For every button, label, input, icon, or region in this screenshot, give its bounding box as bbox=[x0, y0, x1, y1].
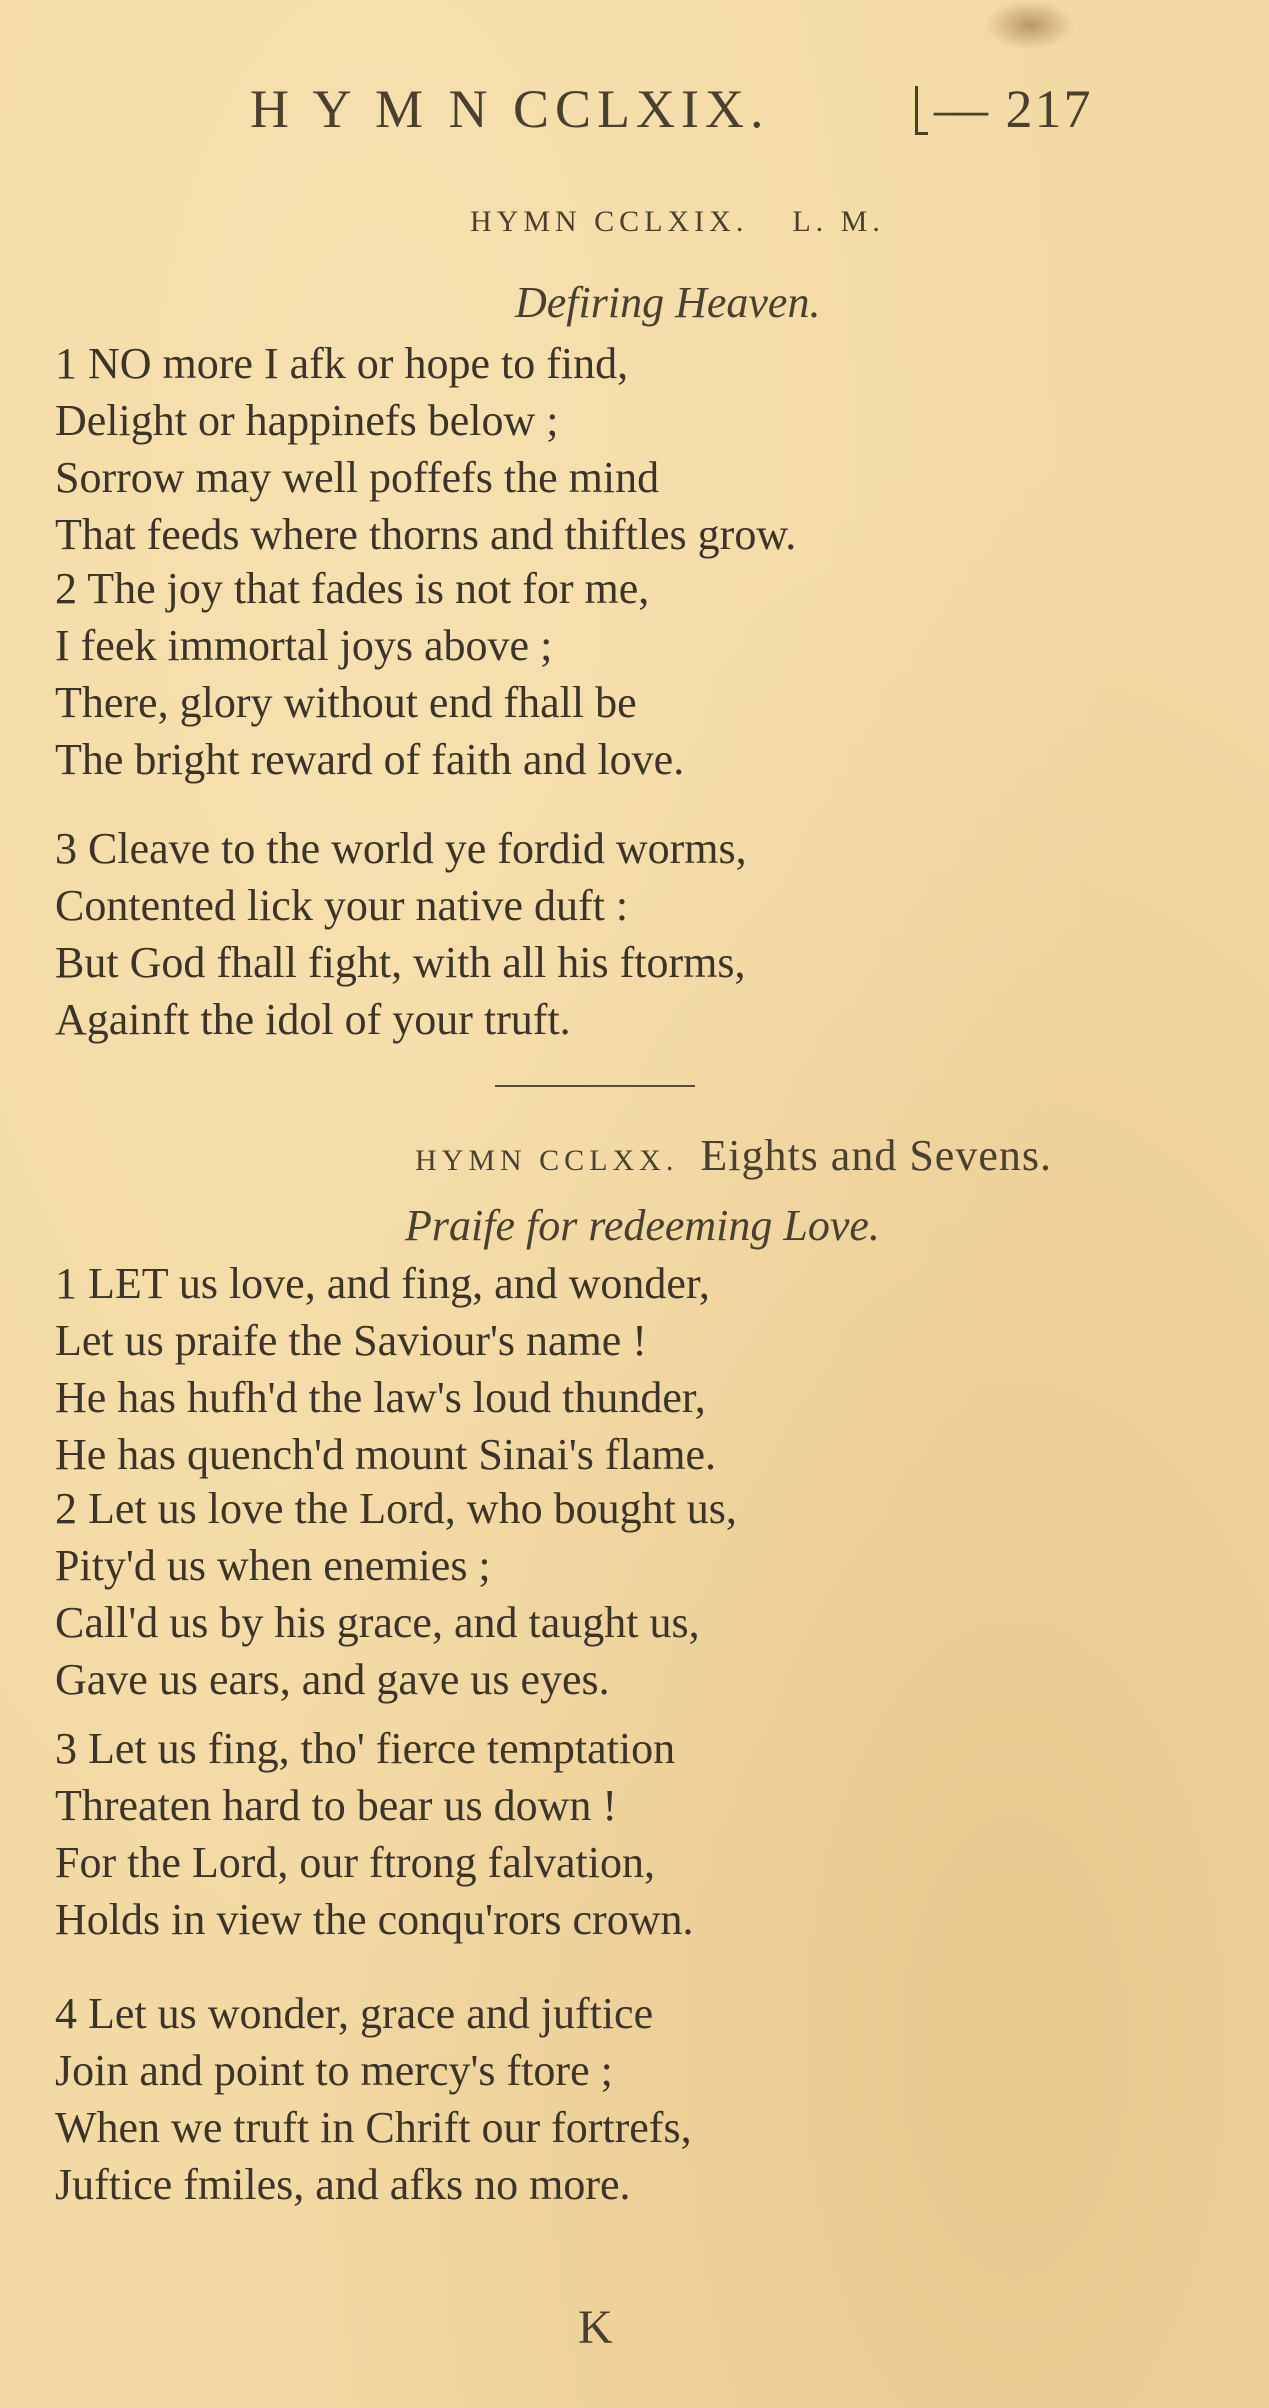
hymn1-heading bbox=[470, 205, 885, 239]
verse-line: 3 Cleave to the world ye fordid worms, bbox=[55, 824, 747, 873]
hymn2-verse-3 bbox=[55, 1720, 693, 1948]
verse-line: 2 The joy that fades is not for me, bbox=[55, 564, 650, 613]
verse-line: Againft the idol of your truft. bbox=[55, 995, 571, 1044]
verse-line: There, glory without end fhall be bbox=[55, 678, 637, 727]
verse-line: Threaten hard to bear us down ! bbox=[55, 1781, 618, 1830]
verse-line: Sorrow may well poffefs the mind bbox=[55, 453, 660, 502]
running-head-title: H Y M N CCLXIX. bbox=[250, 79, 770, 139]
verse-line: He has quench'd mount Sinai's flame. bbox=[55, 1430, 717, 1479]
running-head bbox=[250, 78, 1150, 140]
verse-line: Call'd us by his grace, and taught us, bbox=[55, 1598, 700, 1647]
hymn2-heading bbox=[415, 1130, 1052, 1181]
verse-line: I feek immortal joys above ; bbox=[55, 621, 553, 670]
verse-line: He has hufh'd the law's loud thunder, bbox=[55, 1373, 706, 1422]
catchword: K bbox=[578, 2301, 613, 2354]
verse-line: 1 LET us love, and fing, and wonder, bbox=[55, 1259, 710, 1308]
verse-line: Pity'd us when enemies ; bbox=[55, 1541, 491, 1590]
verse-line: That feeds where thorns and thiftles grow. bbox=[55, 510, 797, 559]
hymn1-meter: L. M. bbox=[792, 205, 885, 238]
section-divider bbox=[495, 1085, 695, 1087]
verse-line: 4 Let us wonder, grace and juftice bbox=[55, 1989, 654, 2038]
verse-line: Holds in view the conqu'rors crown. bbox=[55, 1895, 694, 1944]
hymn1-verse-2 bbox=[55, 560, 684, 788]
hymn2-verse-1 bbox=[55, 1255, 716, 1483]
paper-stain bbox=[985, 0, 1075, 50]
hymn2-subtitle: Praife for redeeming Love. bbox=[405, 1201, 880, 1250]
verse-line: But God fhall fight, with all his ftorms, bbox=[55, 938, 746, 987]
verse-line: Let us praife the Saviour's name ! bbox=[55, 1316, 647, 1365]
verse-line: The bright reward of faith and love. bbox=[55, 735, 685, 784]
hymn2-verse-4 bbox=[55, 1985, 692, 2213]
verse-line: Delight or happinefs below ; bbox=[55, 396, 559, 445]
hymn1-number: HYMN CCLXIX. bbox=[470, 205, 749, 238]
verse-line: Gave us ears, and gave us eyes. bbox=[55, 1655, 610, 1704]
verse-line: Contented lick your native duft : bbox=[55, 881, 629, 930]
verse-line: 2 Let us love the Lord, who bought us, bbox=[55, 1484, 737, 1533]
bracket-glyph bbox=[915, 86, 928, 135]
verse-line: 3 Let us fing, tho' fierce temptation bbox=[55, 1724, 676, 1773]
hymn2-meter: Eights and Sevens. bbox=[700, 1131, 1052, 1180]
hymn1-verse-3 bbox=[55, 820, 747, 1048]
verse-line: Juftice fmiles, and afks no more. bbox=[55, 2160, 631, 2209]
hymn2-verse-2 bbox=[55, 1480, 737, 1708]
verse-line: For the Lord, our ftrong falvation, bbox=[55, 1838, 655, 1887]
verse-line: 1 NO more I afk or hope to find, bbox=[55, 339, 629, 388]
verse-line: Join and point to mercy's ftore ; bbox=[55, 2046, 613, 2095]
hymn1-subtitle: Defiring Heaven. bbox=[515, 278, 821, 327]
hymn1-verse-1 bbox=[55, 335, 796, 563]
hymn2-number: HYMN CCLXX. bbox=[415, 1144, 679, 1177]
verse-line: When we truft in Chrift our fortrefs, bbox=[55, 2103, 692, 2152]
page-number: — 217 bbox=[915, 78, 1093, 140]
